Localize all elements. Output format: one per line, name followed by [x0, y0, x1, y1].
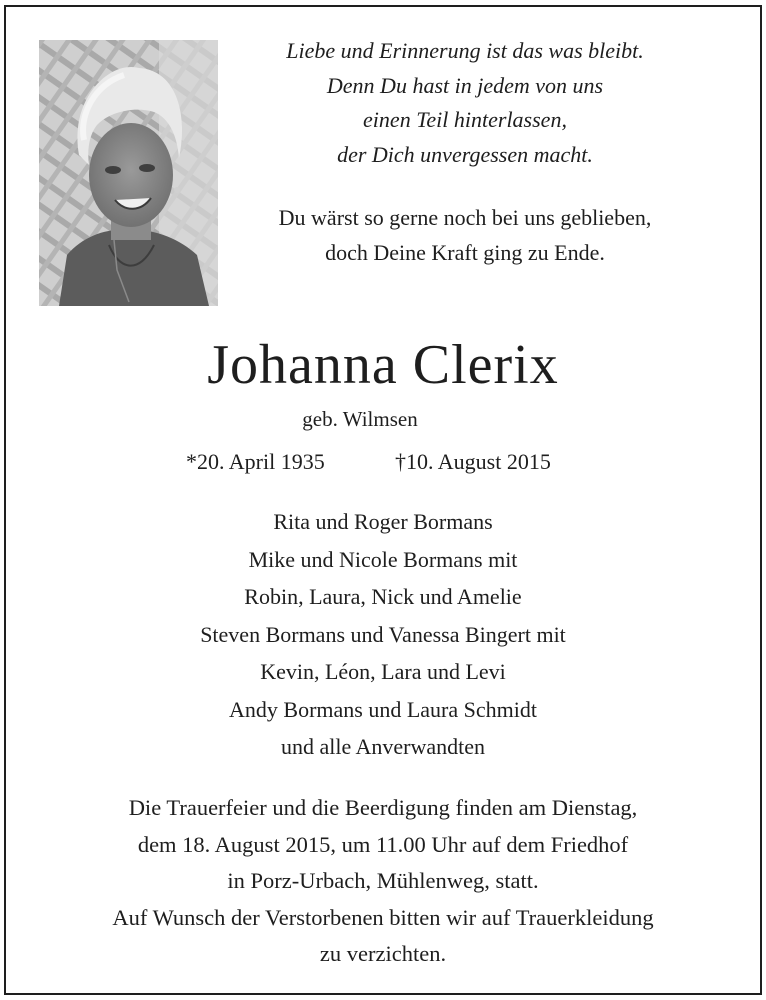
poem-line: Du wärst so gerne noch bei uns geblieben,: [278, 205, 652, 230]
portrait-photo: [39, 40, 218, 306]
poem-line: einen Teil hinterlassen,: [363, 107, 567, 132]
birth-date: *20. April 1935: [186, 449, 325, 474]
death-date: †10. August 2015: [395, 449, 551, 474]
funeral-line: in Porz-Urbach, Mühlenweg, statt.: [227, 868, 539, 893]
funeral-line: Auf Wunsch der Verstorbenen bitten wir auf Trauerkleidung: [112, 904, 654, 930]
poem-line: Denn Du hast in jedem von uns: [326, 72, 604, 98]
mourners-list: [0, 503, 766, 766]
mourner-line: Steven Bormans und Vanessa Bingert mit: [200, 621, 566, 647]
mourner-line: Andy Bormans und Laura Schmidt: [229, 696, 537, 722]
maiden-name: geb. Wilmsen: [302, 407, 418, 431]
mourner-line: Mike und Nicole Bormans mit: [248, 546, 518, 572]
poem-line: doch Deine Kraft ging zu Ende.: [325, 240, 605, 265]
deceased-name: Johanna Clerix: [207, 334, 559, 396]
poem-line: der Dich unvergessen macht.: [337, 141, 593, 167]
poem-line: Liebe und Erinnerung ist das was bleibt.: [286, 38, 644, 63]
mourner-line: und alle Anverwandten: [280, 734, 486, 759]
poem-regular: [238, 200, 692, 270]
poem-italic: [238, 34, 692, 172]
mourner-line: Robin, Laura, Nick und Amelie: [244, 584, 522, 609]
mourner-line: Rita und Roger Bormans: [273, 509, 493, 534]
mourner-line: Kevin, Léon, Lara und Levi: [260, 659, 506, 684]
funeral-line: dem 18. August 2015, um 11.00 Uhr auf dem Friedhof: [137, 831, 629, 857]
funeral-line: zu verzichten.: [319, 941, 447, 966]
funeral-line: Die Trauerfeier und die Beerdigung finden am Dienstag,: [128, 795, 638, 820]
funeral-notice: [0, 790, 766, 973]
